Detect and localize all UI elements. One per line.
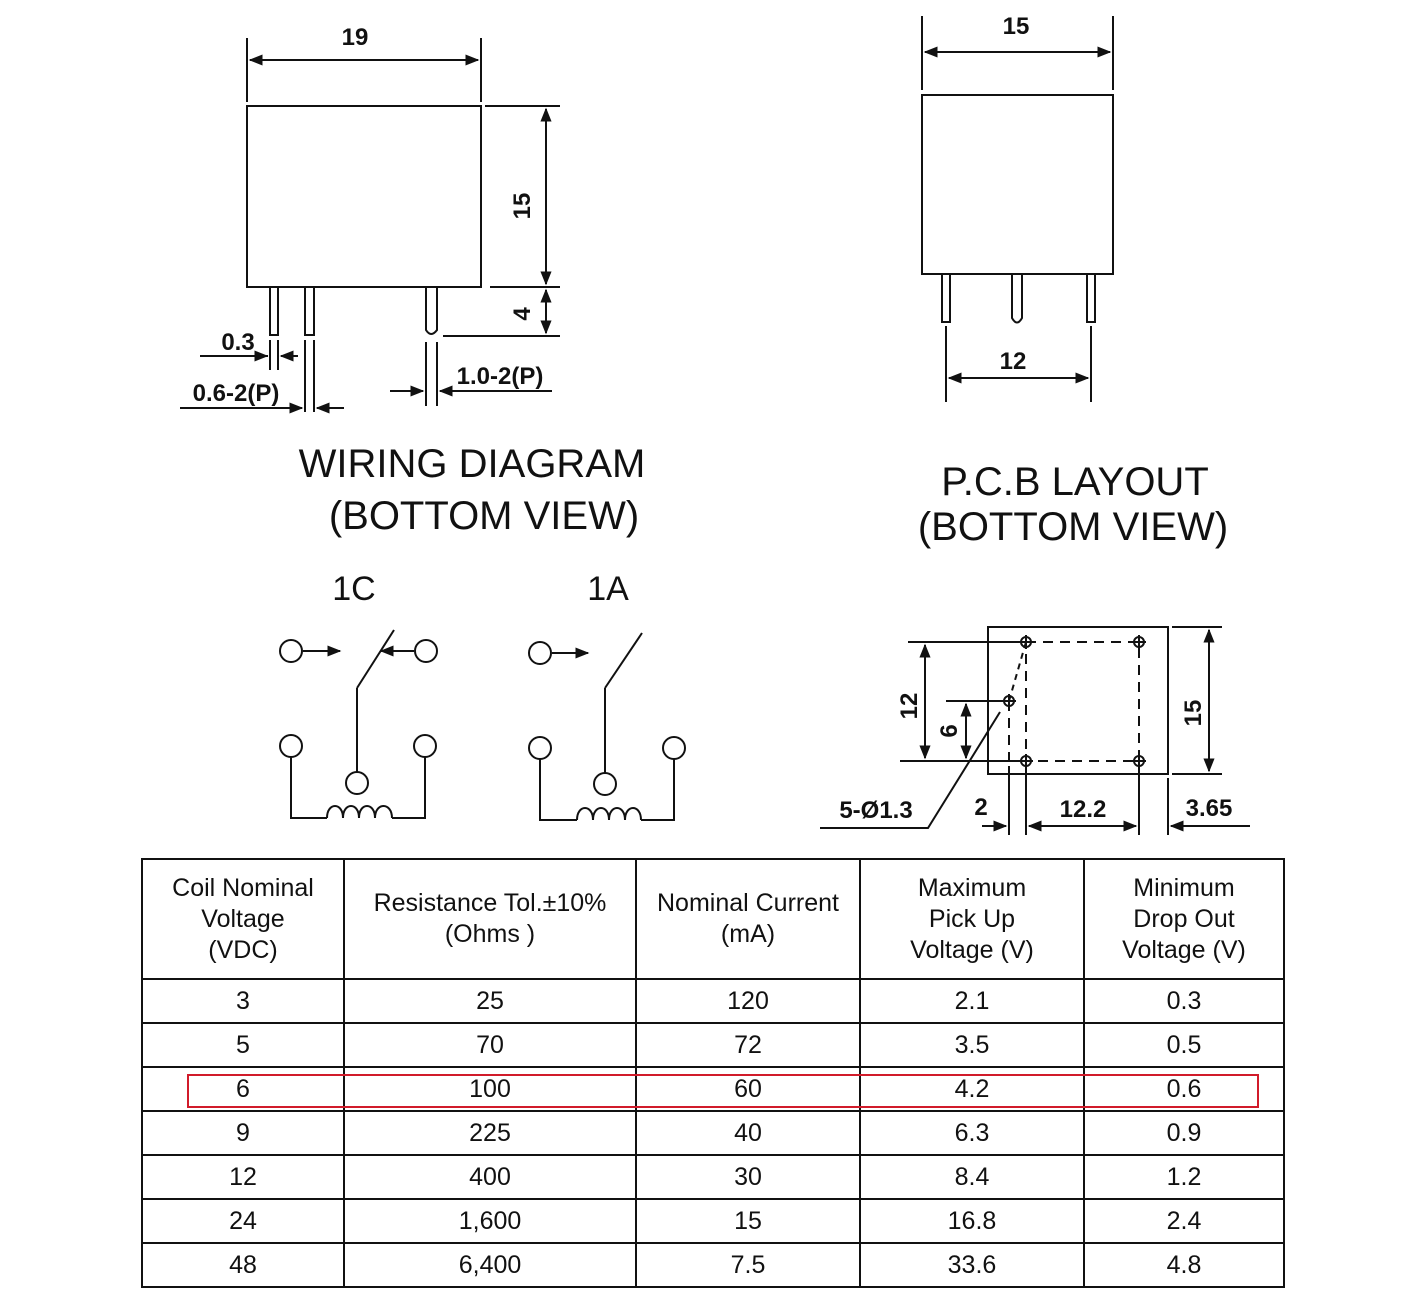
table-row <box>142 979 1284 1023</box>
table-cell: 25 <box>344 979 636 1023</box>
table-row <box>142 1199 1284 1243</box>
wiring-1a-symbol <box>529 633 685 820</box>
dim-side-pin-span-12: 12 <box>999 348 1027 375</box>
table-row <box>142 1155 1284 1199</box>
table-cell: 1.2 <box>1084 1155 1284 1199</box>
dim-pin-length-4: 4 <box>509 307 536 321</box>
table-header-row <box>142 859 1284 979</box>
table-row-highlighted <box>142 1067 1284 1111</box>
table-row <box>142 1243 1284 1287</box>
table-cell: 2.4 <box>1084 1199 1284 1243</box>
table-cell: 2.1 <box>860 979 1084 1023</box>
table-cell: 15 <box>636 1199 860 1243</box>
wiring-form-1a: 1A <box>587 570 629 608</box>
table-cell: 9 <box>142 1111 344 1155</box>
pcb-dim-6: 6 <box>936 724 963 738</box>
table-cell: 400 <box>344 1155 636 1199</box>
dim-pitch-left: 0.6-2(P) <box>192 380 280 407</box>
pcb-dim-15: 15 <box>1180 699 1207 727</box>
col-header-dropout-voltage: Minimum Drop Out Voltage (V) <box>1084 859 1284 979</box>
table-cell: 16.8 <box>860 1199 1084 1243</box>
pcb-dim-12: 12 <box>896 692 923 720</box>
wiring-1c-symbol <box>280 630 437 818</box>
dim-pitch-right: 1.0-2(P) <box>456 363 544 390</box>
table-cell: 4.8 <box>1084 1243 1284 1287</box>
table-cell: 100 <box>344 1067 636 1111</box>
table-cell: 7.5 <box>636 1243 860 1287</box>
table-cell: 3 <box>142 979 344 1023</box>
table-cell: 1,600 <box>344 1199 636 1243</box>
table-cell: 24 <box>142 1199 344 1243</box>
table-cell: 4.2 <box>860 1067 1084 1111</box>
dim-height-15: 15 <box>509 192 536 220</box>
table-cell: 30 <box>636 1155 860 1199</box>
table-cell: 120 <box>636 979 860 1023</box>
table-cell: 12 <box>142 1155 344 1199</box>
wiring-title-line2: (BOTTOM VIEW) <box>328 494 640 538</box>
table-cell: 6 <box>142 1067 344 1111</box>
table-cell: 6,400 <box>344 1243 636 1287</box>
table-cell: 60 <box>636 1067 860 1111</box>
table-cell: 8.4 <box>860 1155 1084 1199</box>
wiring-form-1c: 1C <box>332 570 376 608</box>
dim-pin-thickness: 0.3 <box>221 329 255 356</box>
table-cell: 5 <box>142 1023 344 1067</box>
dim-width-19: 19 <box>341 24 369 51</box>
col-header-resistance: Resistance Tol.±10% (Ohms ) <box>344 859 636 979</box>
table-row <box>142 1023 1284 1067</box>
table-cell: 0.9 <box>1084 1111 1284 1155</box>
table-cell: 225 <box>344 1111 636 1155</box>
table-cell: 33.6 <box>860 1243 1084 1287</box>
table-cell: 0.5 <box>1084 1023 1284 1067</box>
pcb-dim-3-65: 3.65 <box>1185 795 1233 822</box>
pcb-dim-2: 2 <box>974 794 988 821</box>
col-header-coil-voltage: Coil Nominal Voltage (VDC) <box>142 859 344 979</box>
table-row <box>142 1111 1284 1155</box>
pcb-dim-12-2: 12.2 <box>1059 796 1107 823</box>
col-header-pickup-voltage: Maximum Pick Up Voltage (V) <box>860 859 1084 979</box>
table-cell: 3.5 <box>860 1023 1084 1067</box>
table-cell: 0.6 <box>1084 1067 1284 1111</box>
dim-side-width-15: 15 <box>1002 13 1030 40</box>
table-cell: 40 <box>636 1111 860 1155</box>
col-header-nominal-current: Nominal Current (mA) <box>636 859 860 979</box>
pcb-holes-label: 5-Ø1.3 <box>839 797 913 824</box>
table-cell: 6.3 <box>860 1111 1084 1155</box>
wiring-title-line1: WIRING DIAGRAM <box>298 442 646 486</box>
table-cell: 72 <box>636 1023 860 1067</box>
coil-spec-table <box>141 858 1285 1288</box>
relay-side-view <box>922 16 1113 402</box>
table-cell: 0.3 <box>1084 979 1284 1023</box>
table-cell: 70 <box>344 1023 636 1067</box>
pcb-title-line1: P.C.B LAYOUT <box>941 460 1209 504</box>
table-cell: 48 <box>142 1243 344 1287</box>
pcb-title-line2: (BOTTOM VIEW) <box>917 505 1229 549</box>
